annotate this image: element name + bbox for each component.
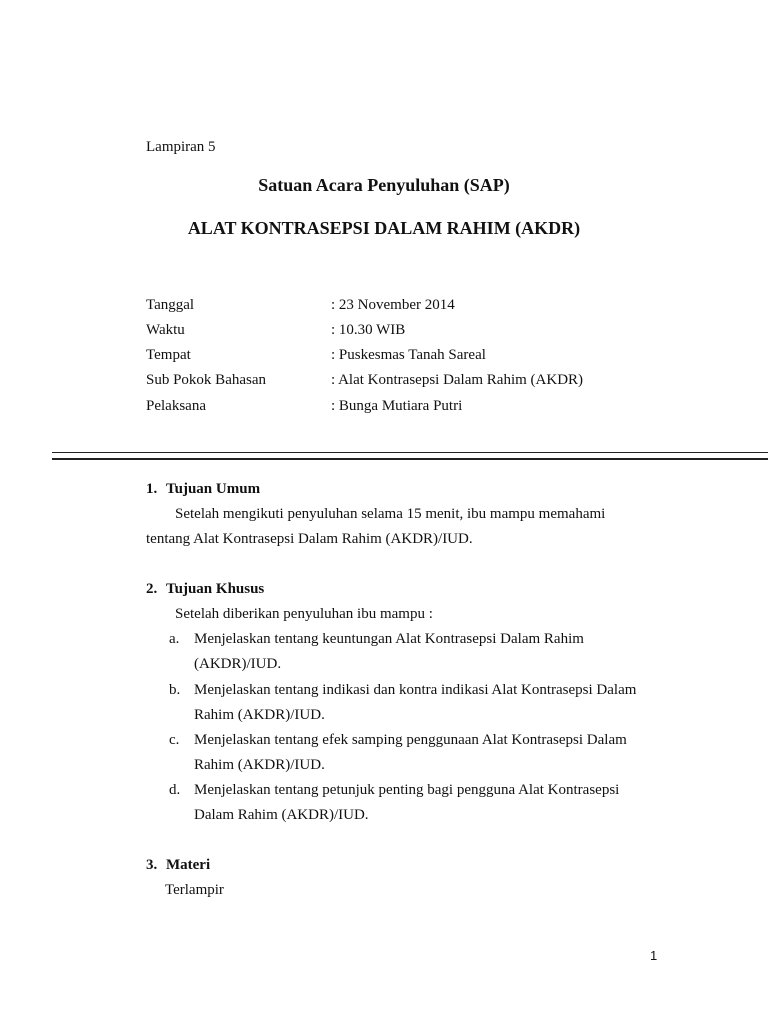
info-value-tempat: : Puskesmas Tanah Sareal [331, 347, 486, 363]
list-item-letter: c. [169, 732, 180, 748]
section-number: 2. [146, 581, 158, 597]
list-item-text-continued: Rahim (AKDR)/IUD. [194, 757, 325, 773]
info-label-pelaksana: Pelaksana [146, 398, 206, 414]
info-value-sub-pokok-bahasan: : Alat Kontrasepsi Dalam Rahim (AKDR) [331, 372, 584, 388]
info-label-tanggal: Tanggal [146, 297, 195, 313]
info-value-pelaksana: : Bunga Mutiara Putri [331, 398, 463, 414]
list-item-letter: d. [169, 782, 181, 798]
list-item-text: Menjelaskan tentang indikasi dan kontra indikasi Alat Kontrasepsi Dalam [194, 682, 637, 698]
section-heading: Tujuan Umum [166, 481, 261, 497]
info-label-sub-pokok-bahasan: Sub Pokok Bahasan [146, 372, 266, 388]
section-heading: Materi [166, 857, 211, 873]
list-item-letter: b. [169, 682, 181, 698]
section-number: 1. [146, 481, 158, 497]
section-number: 3. [146, 857, 158, 873]
page-number: 1 [650, 948, 658, 963]
info-label-waktu: Waktu [146, 322, 185, 338]
list-item-text-continued: Rahim (AKDR)/IUD. [194, 707, 325, 723]
list-item-letter: a. [169, 631, 180, 647]
attachment-label: Lampiran 5 [146, 139, 216, 155]
section-heading: Tujuan Khusus [166, 581, 265, 597]
info-value-waktu: : 10.30 WIB [331, 322, 406, 338]
divider-line-thick [52, 458, 768, 460]
list-item-text: Menjelaskan tentang keuntungan Alat Kontrasepsi Dalam Rahim [194, 631, 584, 647]
divider-line-thin [52, 452, 768, 453]
info-label-tempat: Tempat [146, 347, 191, 363]
paragraph-line: Setelah mengikuti penyuluhan selama 15 menit, ibu mampu memahami [175, 506, 606, 522]
section-intro: Setelah diberikan penyuluhan ibu mampu : [175, 606, 433, 622]
list-item-text: Menjelaskan tentang efek samping penggunaan Alat Kontrasepsi Dalam [194, 732, 627, 748]
paragraph-line: tentang Alat Kontrasepsi Dalam Rahim (AKDR)/IUD. [146, 531, 473, 547]
list-item-text: Menjelaskan tentang petunjuk penting bagi pengguna Alat Kontrasepsi [194, 782, 620, 798]
document-subtitle: ALAT KONTRASEPSI DALAM RAHIM (AKDR) [187, 218, 581, 238]
list-item-text-continued: Dalam Rahim (AKDR)/IUD. [194, 807, 369, 823]
document-title: Satuan Acara Penyuluhan (SAP) [258, 175, 510, 195]
materi-text: Terlampir [165, 882, 224, 898]
list-item-text-continued: (AKDR)/IUD. [194, 656, 282, 672]
info-value-tanggal: : 23 November 2014 [331, 297, 455, 313]
